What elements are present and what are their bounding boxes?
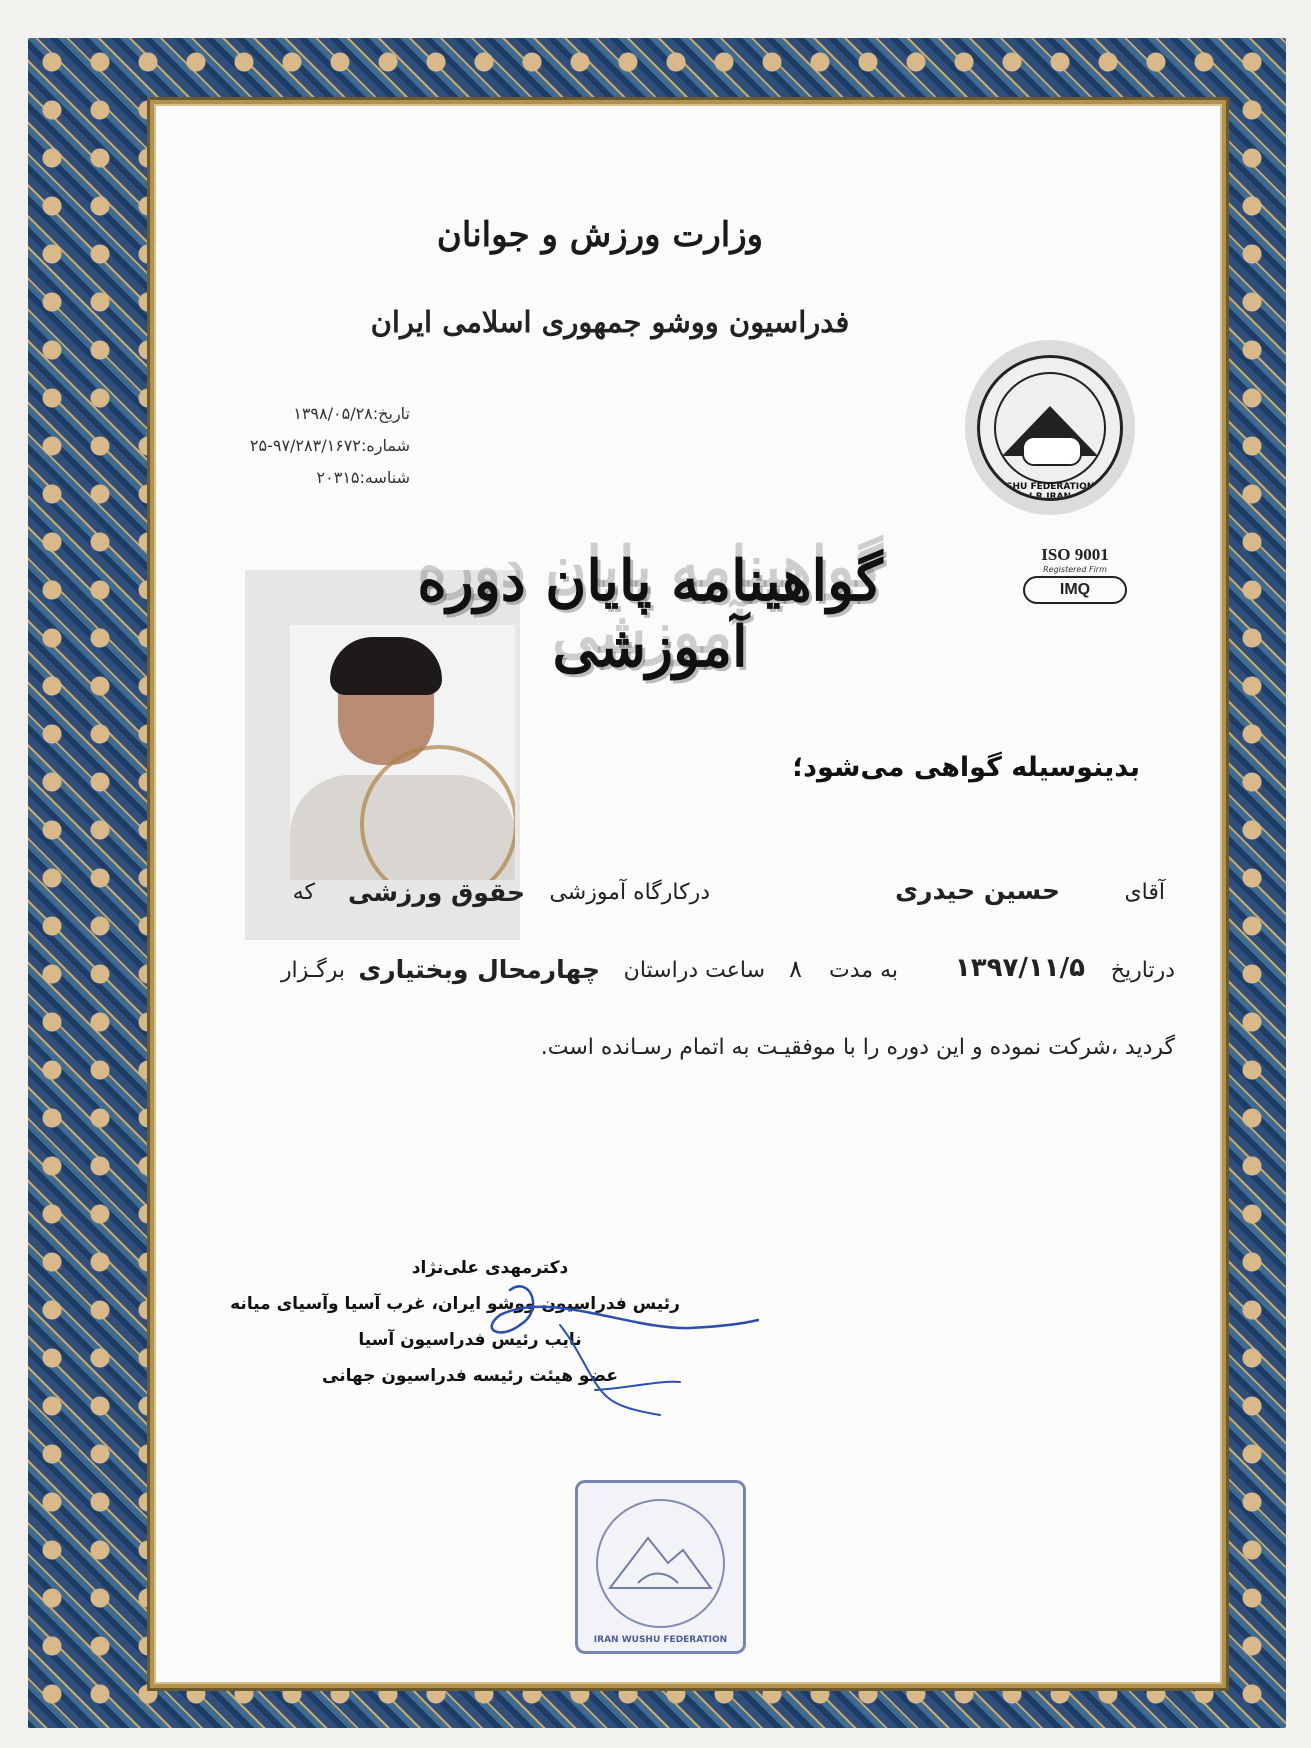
iso-sub: Registered Firm: [1043, 565, 1107, 574]
signatory-role-2: نایب رئیس فدراسیون آسیا: [358, 1330, 582, 1350]
held-label: برگـزار: [280, 958, 345, 983]
meta-number: شماره:۹۷/۲۸۳/۱۶۷۲-۲۵: [249, 436, 410, 455]
duration-label: به مدت: [829, 958, 898, 983]
closing-sentence: گردید ،شرکت نموده و این دوره را با موفقیـت به اتمام رسـانده است.: [540, 1035, 1175, 1060]
federation-emblem-icon: [965, 340, 1135, 515]
workshop-label: درکارگاه آموزشی: [549, 880, 710, 905]
mr-label: آقای: [1124, 880, 1165, 905]
photo-stamp: [360, 745, 515, 880]
fist-icon: [1022, 436, 1082, 466]
imq-logo: IMQ: [1023, 576, 1127, 604]
iso-badge: [1020, 545, 1130, 604]
course-subject: حقوق ورزشی: [348, 878, 525, 907]
course-date: ۱۳۹۷/۱۱/۵: [954, 953, 1085, 983]
certificate-title: گواهینامه پایان دوره آموزشی: [417, 548, 883, 680]
iso-label: ISO 9001: [1041, 545, 1109, 564]
signatory-name: دکترمهدی علی‌نژاد: [411, 1258, 569, 1278]
ministry-heading: وزارت ورزش و جوانان: [436, 215, 764, 255]
meta-id: شناسه:۲۰۳۱۵: [316, 468, 410, 487]
signatory-role-3: عضو هیئت رئیسه فدراسیون جهانی: [322, 1366, 618, 1386]
meta-date: تاریخ:۱۳۹۸/۰۵/۲۸: [293, 404, 410, 423]
emblem-caption: WUSHU FEDERATION OF I.R.IRAN: [988, 481, 1112, 501]
on-date-label: درتاریخ: [1110, 958, 1175, 983]
hereby-line: بدینوسیله گواهی می‌شود؛: [792, 752, 1140, 783]
emblem-seal: [977, 355, 1123, 501]
person-name: حسین حیدری: [895, 876, 1060, 905]
course-hours: ۸: [789, 955, 802, 983]
handwritten-signature: [330, 1270, 760, 1430]
signatory-role-1: رئیس فدراسیون ووشو ایران، غرب آسیا وآسیای میانه: [230, 1294, 680, 1314]
federation-heading: فدراسیون ووشو جمهوری اسلامی ایران: [370, 305, 850, 339]
hours-label: ساعت دراستان: [623, 958, 765, 983]
stamp-caption: IRAN WUSHU FEDERATION: [593, 1635, 728, 1645]
mountain-icon: [608, 1528, 713, 1598]
that-label: که: [292, 880, 315, 905]
province-name: چهارمحال وبختیاری: [358, 955, 600, 984]
federation-stamp: [575, 1480, 746, 1654]
